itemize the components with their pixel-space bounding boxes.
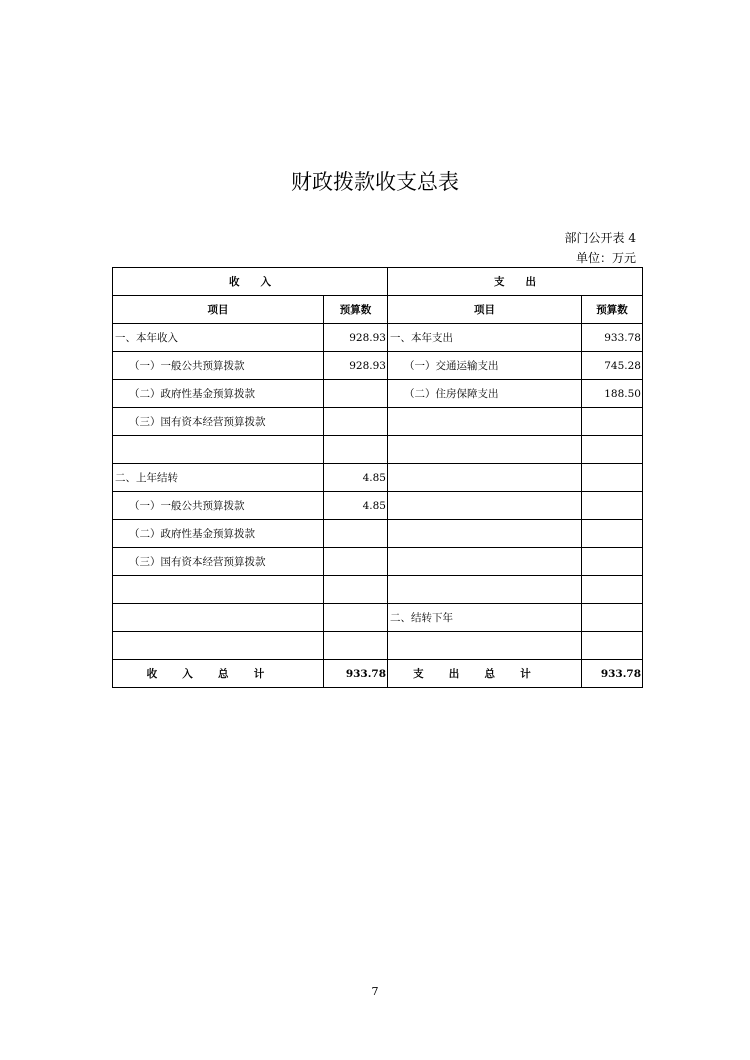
expense-item-cell: （二）住房保障支出 [388,380,582,408]
table-row [113,548,643,576]
expense-item-cell [388,548,582,576]
income-item-cell [113,436,324,464]
section-header-row [113,268,643,296]
table-row [113,352,643,380]
table-row [113,464,643,492]
expense-item-cell [388,632,582,660]
expense-item-cell [388,576,582,604]
expense-item-cell [388,408,582,436]
income-header: 收 入 [113,268,388,296]
expense-item-cell [388,520,582,548]
income-item-cell: （一）一般公共预算拨款 [113,352,324,380]
income-value-cell [324,520,388,548]
expense-value-cell [582,408,643,436]
column-header-row [113,296,643,324]
table-row [113,380,643,408]
income-item-cell: （三）国有资本经营预算拨款 [113,548,324,576]
income-item-cell: （二）政府性基金预算拨款 [113,520,324,548]
expense-value-cell [582,604,643,632]
unit-label: 单位：万元 [575,251,636,265]
expense-item-cell: 二、结转下年 [388,604,582,632]
table-body [113,324,643,660]
income-item-cell [113,632,324,660]
table-row [113,324,643,352]
income-value-cell: 928.93 [324,324,388,352]
page-number: 7 [371,985,379,998]
expense-value-cell [582,492,643,520]
income-value-cell [324,548,388,576]
expense-total-label: 支出总计 [388,660,582,688]
table-row [113,436,643,464]
expense-value-cell [582,632,643,660]
income-item-cell: （三）国有资本经营预算拨款 [113,408,324,436]
expense-item-cell [388,464,582,492]
expense-total-value: 933.78 [582,660,643,688]
table-row [113,576,643,604]
income-item-cell: 二、上年结转 [113,464,324,492]
expense-value-cell: 745.28 [582,352,643,380]
income-value-cell [324,632,388,660]
income-item-cell: （一）一般公共预算拨款 [113,492,324,520]
income-value-cell [324,408,388,436]
expense-item-header: 项目 [388,296,582,324]
table-row [113,492,643,520]
table-row [113,520,643,548]
expense-value-cell [582,436,643,464]
expense-value-cell: 933.78 [582,324,643,352]
table-row [113,408,643,436]
income-total-value: 933.78 [324,660,388,688]
expense-value-cell [582,520,643,548]
expense-value-cell [582,576,643,604]
expense-header: 支 出 [388,268,643,296]
income-value-cell: 928.93 [324,352,388,380]
expense-value-cell [582,548,643,576]
income-value-cell [324,576,388,604]
income-value-cell [324,604,388,632]
page-title: 财政拨款收支总表 [291,170,459,194]
fiscal-appropriation-table [112,267,643,688]
income-item-cell: （二）政府性基金预算拨款 [113,380,324,408]
income-item-cell [113,576,324,604]
income-value-cell [324,380,388,408]
table-code: 部门公开表 4 [564,231,636,245]
expense-budget-header: 预算数 [582,296,643,324]
income-total-label: 收入总计 [113,660,324,688]
table-row [113,604,643,632]
expense-item-cell: （一）交通运输支出 [388,352,582,380]
expense-item-cell: 一、本年支出 [388,324,582,352]
table-row [113,632,643,660]
income-item-cell [113,604,324,632]
expense-value-cell [582,464,643,492]
income-value-cell: 4.85 [324,464,388,492]
expense-item-cell [388,436,582,464]
income-value-cell [324,436,388,464]
expense-value-cell: 188.50 [582,380,643,408]
income-value-cell: 4.85 [324,492,388,520]
total-row [113,660,643,688]
income-item-cell: 一、本年收入 [113,324,324,352]
income-budget-header: 预算数 [324,296,388,324]
income-item-header: 项目 [113,296,324,324]
expense-item-cell [388,492,582,520]
